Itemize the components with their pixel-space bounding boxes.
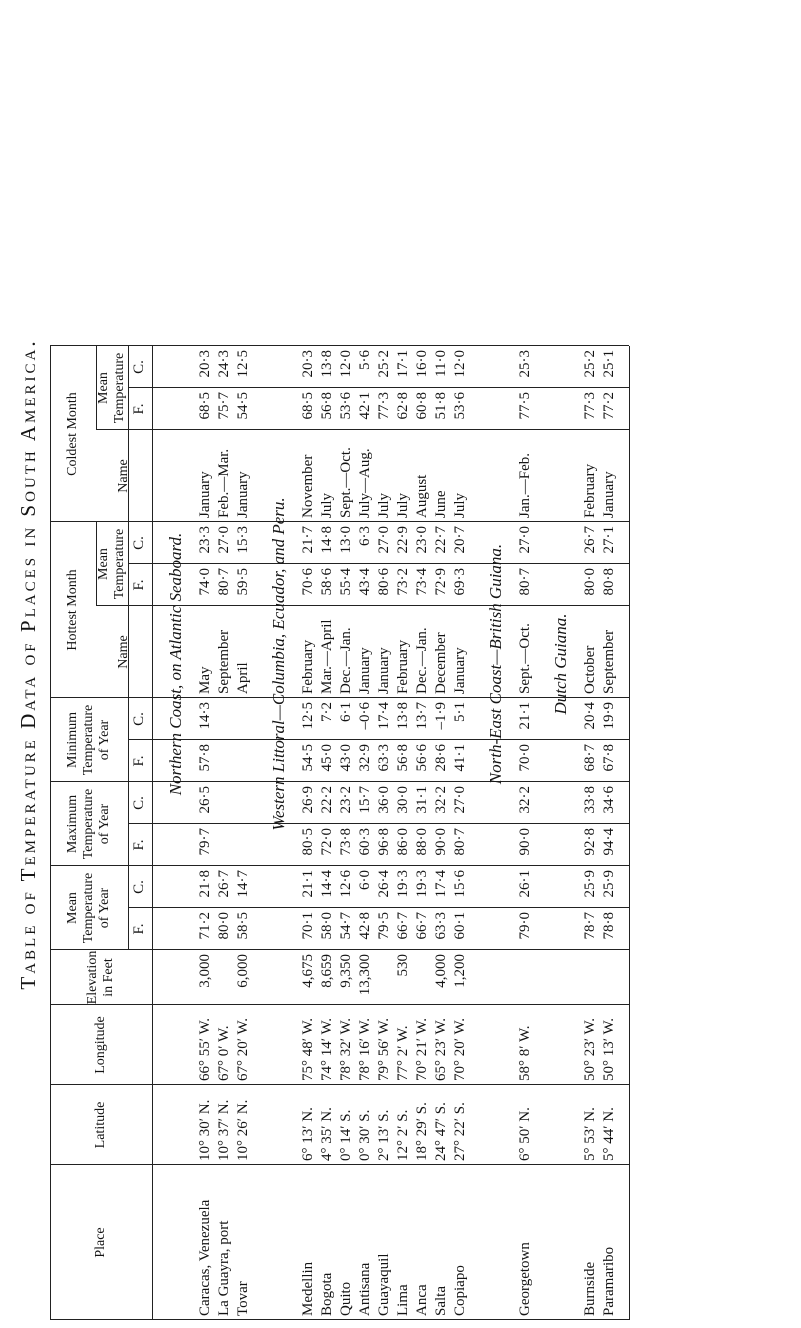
cell-lon: 65° 23′ W. xyxy=(433,1017,449,1081)
cell-hot-name: February xyxy=(395,639,411,694)
cell-lon: 75° 48′ W. xyxy=(300,1017,316,1081)
cell-max-c: 15·7 xyxy=(357,786,373,814)
cell-mean-f: 78·7 xyxy=(582,912,598,940)
cell-place: Medellin xyxy=(300,1261,316,1316)
group-subrule xyxy=(128,866,129,950)
cell-cold-f: 60·8 xyxy=(414,392,430,420)
cell-cold-c: 12·0 xyxy=(338,350,354,378)
cell-place: Caracas, Venezuela xyxy=(197,1199,213,1316)
header-min-year: Minimum Temperature of Year xyxy=(65,704,112,776)
cell-max-f: 90·0 xyxy=(517,828,533,856)
cell-mean-f: 80·0 xyxy=(216,912,232,940)
subheader-mean-temp: Mean Temperature xyxy=(96,528,127,600)
cell-mean-f: 66·7 xyxy=(395,912,411,940)
cell-elev: 530 xyxy=(395,954,411,977)
cell-max-f: 86·0 xyxy=(395,828,411,856)
cell-cold-f: 68·5 xyxy=(300,392,316,420)
cell-min-f: 68·7 xyxy=(582,744,598,772)
cell-hot-f: 55·4 xyxy=(338,568,354,596)
cell-lon: 67° 20′ W. xyxy=(235,1017,251,1081)
region-heading: Northern Coast, on Atlantic Seaboard. xyxy=(166,532,185,796)
cell-cold-c: 24·3 xyxy=(216,350,232,378)
cell-max-c: 33·8 xyxy=(582,786,598,814)
cell-mean-c: 25·9 xyxy=(582,870,598,898)
unit-label-c: C. xyxy=(131,880,147,894)
cell-lon: 78° 16′ W. xyxy=(357,1017,373,1081)
header-mean-year: Mean Temperature of Year xyxy=(65,872,112,944)
cell-cold-name: January xyxy=(197,471,213,518)
cell-cold-name: November xyxy=(300,454,316,518)
cell-lon: 78° 32′ W. xyxy=(338,1017,354,1081)
cell-hot-name: Dec.—Jan. xyxy=(414,627,430,694)
unit-label-f: F. xyxy=(131,403,147,415)
cell-min-c: 6·1 xyxy=(338,702,354,722)
cell-cold-name: July xyxy=(452,492,468,518)
cell-min-c: 21·1 xyxy=(517,702,533,730)
cell-mean-c: 14·7 xyxy=(235,870,251,898)
cell-min-c: 20·4 xyxy=(582,702,598,730)
cell-lat: 10° 26′ N. xyxy=(235,1099,251,1161)
cell-hot-f: 59·5 xyxy=(235,568,251,596)
cell-hot-f: 73·4 xyxy=(414,568,430,596)
cell-place: Georgetown xyxy=(517,1242,533,1316)
cell-cold-c: 12·5 xyxy=(235,350,251,378)
cell-cold-name: Feb.—Mar. xyxy=(216,448,232,518)
cell-lat: 0° 30′ S. xyxy=(357,1109,373,1161)
cell-lon: 67° 0′ W. xyxy=(216,1025,232,1081)
unit-label-c: C. xyxy=(131,360,147,374)
cell-mean-c: 26·1 xyxy=(517,870,533,898)
cell-cold-f: 56·8 xyxy=(319,392,335,420)
cell-lon: 58° 8′ W. xyxy=(517,1025,533,1081)
header-place: Place xyxy=(93,1227,108,1258)
cell-elev: 4,000 xyxy=(433,954,449,988)
cell-cold-c: 20·3 xyxy=(300,350,316,378)
cell-cold-c: 11·0 xyxy=(433,350,449,377)
cell-mean-c: 12·6 xyxy=(338,870,354,898)
cell-hot-c: 22·7 xyxy=(433,526,449,554)
cell-place: Antisana xyxy=(357,1262,373,1316)
unit-label-f: F. xyxy=(131,755,147,767)
cell-max-c: 36·0 xyxy=(376,786,392,814)
cell-min-f: 45·0 xyxy=(319,744,335,772)
header-coldest-month: Coldest Month xyxy=(65,392,80,476)
cell-cold-f: 62·8 xyxy=(395,392,411,420)
cell-hot-c: 13·0 xyxy=(338,526,354,554)
cell-cold-c: 25·2 xyxy=(582,350,598,378)
cell-place: Anca xyxy=(414,1284,430,1316)
cell-place: Lima xyxy=(395,1284,411,1316)
cell-hot-c: 27·0 xyxy=(216,526,232,554)
cell-max-c: 30·0 xyxy=(395,786,411,814)
cell-cold-f: 77·5 xyxy=(517,392,533,420)
cell-mean-c: 26·4 xyxy=(376,870,392,898)
cell-mean-f: 58·0 xyxy=(319,912,335,940)
cell-elev: 6,000 xyxy=(235,954,251,988)
header-latitude: Latitude xyxy=(93,1101,108,1149)
cell-min-f: 63·3 xyxy=(376,744,392,772)
cell-cold-name: Sept.—Oct. xyxy=(338,447,354,518)
cell-cold-c: 17·1 xyxy=(395,350,411,378)
cell-mean-c: 17·4 xyxy=(433,870,449,898)
cell-place: Salta xyxy=(433,1286,449,1316)
cell-mean-c: 19·3 xyxy=(414,870,430,898)
group-subrule xyxy=(128,698,129,782)
cell-hot-f: 80·7 xyxy=(216,568,232,596)
cell-hot-f: 70·6 xyxy=(300,568,316,596)
cell-cold-f: 51·8 xyxy=(433,392,449,420)
cell-max-c: 32·2 xyxy=(433,786,449,814)
cell-min-c: 17·4 xyxy=(376,702,392,730)
cell-hot-name: February xyxy=(300,639,316,694)
cell-mean-c: 25·9 xyxy=(601,870,617,898)
cell-max-f: 73·8 xyxy=(338,828,354,856)
cell-cold-f: 77·3 xyxy=(582,392,598,420)
table-title: Table of Temperature Data of Places in South America. xyxy=(16,338,40,990)
cell-max-c: 23·2 xyxy=(338,786,354,814)
header-max-year: Maximum Temperature of Year xyxy=(65,788,112,860)
subheader-name: Name xyxy=(116,459,131,493)
cell-hot-f: 80·0 xyxy=(582,568,598,596)
cell-mean-f: 60·1 xyxy=(452,912,468,940)
cell-cold-f: 68·5 xyxy=(197,392,213,420)
header-elevation: Elevation in Feet xyxy=(85,950,116,1005)
header-longitude: Longitude xyxy=(93,1016,108,1074)
cell-lon: 50° 13′ W. xyxy=(601,1017,617,1081)
cell-place: Copiapo xyxy=(452,1265,468,1316)
cell-lat: 5° 44′ N. xyxy=(601,1107,617,1161)
cell-hot-f: 72·9 xyxy=(433,568,449,596)
cell-mean-f: 78·8 xyxy=(601,912,617,940)
cell-min-c: 13·8 xyxy=(395,702,411,730)
cell-hot-name: April xyxy=(235,662,251,694)
cell-hot-c: 6·3 xyxy=(357,526,373,546)
unit-label-f: F. xyxy=(131,579,147,591)
cell-hot-c: 27·0 xyxy=(517,526,533,554)
cell-hot-c: 14·8 xyxy=(319,526,335,554)
cell-mean-c: 6·0 xyxy=(357,870,373,890)
cell-max-f: 80·5 xyxy=(300,828,316,856)
cell-hot-c: 23·0 xyxy=(414,526,430,554)
cell-cold-f: 77·3 xyxy=(376,392,392,420)
cell-max-c: 32·2 xyxy=(517,786,533,814)
cell-lat: 12° 2′ S. xyxy=(395,1109,411,1161)
cell-min-f: 57·8 xyxy=(197,744,213,772)
cell-min-f: 56·6 xyxy=(414,744,430,772)
unit-label-c: C. xyxy=(131,796,147,810)
cell-mean-f: 70·1 xyxy=(300,912,316,940)
cell-max-f: 92·8 xyxy=(582,828,598,856)
cell-hot-name: January xyxy=(357,647,373,694)
cell-lat: 6° 50′ N. xyxy=(517,1107,533,1161)
cell-cold-c: 25·2 xyxy=(376,350,392,378)
cell-min-f: 56·8 xyxy=(395,744,411,772)
cell-lat: 5° 53′ N. xyxy=(582,1107,598,1161)
cell-hot-f: 74·0 xyxy=(197,568,213,596)
cell-min-c: 13·7 xyxy=(414,702,430,730)
cell-hot-f: 80·7 xyxy=(517,568,533,596)
cell-hot-name: Dec.—Jan. xyxy=(338,627,354,694)
cell-lon: 70° 20′ W. xyxy=(452,1017,468,1081)
cell-max-c: 26·9 xyxy=(300,786,316,814)
cell-cold-name: July xyxy=(395,492,411,518)
cell-hot-name: September xyxy=(601,629,617,694)
unit-label-f: F. xyxy=(131,923,147,935)
group-subrule xyxy=(128,782,129,866)
cell-mean-f: 63·3 xyxy=(433,912,449,940)
cell-elev: 13,300 xyxy=(357,954,373,996)
cell-lat: 0° 14′ S. xyxy=(338,1109,354,1161)
cell-cold-c: 13·8 xyxy=(319,350,335,378)
cell-hot-name: December xyxy=(433,632,449,694)
cell-min-f: 32·9 xyxy=(357,744,373,772)
cell-max-f: 96·8 xyxy=(376,828,392,856)
cell-min-f: 67·8 xyxy=(601,744,617,772)
cell-hot-f: 43·4 xyxy=(357,568,373,596)
region-heading: Western Littoral—Columbia, Ecuador, and Peru. xyxy=(269,497,288,831)
cell-max-f: 79·7 xyxy=(197,828,213,856)
cell-cold-f: 54·5 xyxy=(235,392,251,420)
cell-lon: 50° 23′ W. xyxy=(582,1017,598,1081)
cell-min-c: 7·2 xyxy=(319,702,335,722)
cell-mean-c: 21·1 xyxy=(300,870,316,898)
cell-max-f: 94·4 xyxy=(601,828,617,856)
cell-hot-c: 26·7 xyxy=(582,526,598,554)
cell-max-c: 22·2 xyxy=(319,786,335,814)
cell-cold-name: June xyxy=(433,490,449,518)
cell-place: Burnside xyxy=(582,1261,598,1316)
cell-lon: 77° 2′ W. xyxy=(395,1025,411,1081)
cell-lon: 70° 21′ W. xyxy=(414,1017,430,1081)
cell-lon: 66° 55′ W. xyxy=(197,1017,213,1081)
cell-max-f: 60·3 xyxy=(357,828,373,856)
cell-hot-c: 27·0 xyxy=(376,526,392,554)
cell-lon: 74° 14′ W. xyxy=(319,1017,335,1081)
cell-max-c: 31·1 xyxy=(414,786,430,814)
cell-cold-f: 53·6 xyxy=(338,392,354,420)
cell-min-c: 12·5 xyxy=(300,702,316,730)
cell-cold-f: 53·6 xyxy=(452,392,468,420)
cell-min-c: 5·1 xyxy=(452,702,468,722)
cell-max-f: 72·0 xyxy=(319,828,335,856)
header-hottest-month: Hottest Month xyxy=(65,569,80,651)
cell-max-c: 34·6 xyxy=(601,786,617,814)
region-heading: Dutch Guiana. xyxy=(551,613,570,715)
cell-hot-name: May xyxy=(197,666,213,694)
cell-lat: 10° 30′ N. xyxy=(197,1099,213,1161)
cell-hot-c: 23·3 xyxy=(197,526,213,554)
cell-cold-name: January xyxy=(601,471,617,518)
cell-cold-name: August xyxy=(414,474,430,518)
cell-cold-c: 25·1 xyxy=(601,350,617,378)
cell-min-f: 41·1 xyxy=(452,744,468,772)
cell-hot-c: 22·9 xyxy=(395,526,411,554)
cell-hot-f: 80·6 xyxy=(376,568,392,596)
cell-mean-f: 54·7 xyxy=(338,912,354,940)
cell-min-f: 54·5 xyxy=(300,744,316,772)
cell-cold-c: 5·6 xyxy=(357,350,373,370)
cell-hot-name: January xyxy=(376,647,392,694)
cell-min-c: 14·3 xyxy=(197,702,213,730)
cell-lat: 24° 47′ S. xyxy=(433,1102,449,1161)
cell-cold-name: July—Aug. xyxy=(357,448,373,518)
cell-cold-name: February xyxy=(582,463,598,518)
cell-hot-c: 20·7 xyxy=(452,526,468,554)
cell-hot-f: 73·2 xyxy=(395,568,411,596)
cell-cold-c: 20·3 xyxy=(197,350,213,378)
cell-mean-f: 79·5 xyxy=(376,912,392,940)
cell-min-c: 19·9 xyxy=(601,702,617,730)
cell-cold-name: July xyxy=(376,492,392,518)
cell-max-f: 90·0 xyxy=(433,828,449,856)
cell-mean-f: 71·2 xyxy=(197,912,213,940)
cell-min-c: –1·9 xyxy=(433,702,449,730)
cell-elev: 4,675 xyxy=(300,954,316,988)
cell-place: Bogota xyxy=(319,1272,335,1316)
cell-hot-name: September xyxy=(216,629,232,694)
cell-lon: 79° 56′ W. xyxy=(376,1017,392,1081)
cell-cold-name: July xyxy=(319,492,335,518)
cell-lat: 27° 22′ S. xyxy=(452,1102,468,1161)
cell-mean-c: 15·6 xyxy=(452,870,468,898)
cell-hot-f: 58·6 xyxy=(319,568,335,596)
cell-min-c: –0·6 xyxy=(357,702,373,730)
table-bottom-rule xyxy=(629,346,630,1320)
cell-min-f: 43·0 xyxy=(338,744,354,772)
cell-max-f: 80·7 xyxy=(452,828,468,856)
cell-cold-c: 25·3 xyxy=(517,350,533,378)
cell-lat: 18° 29′ S. xyxy=(414,1102,430,1161)
cell-place: Guayaquil xyxy=(376,1253,392,1316)
cell-lat: 10° 37′ N. xyxy=(216,1099,232,1161)
cell-hot-f: 69·3 xyxy=(452,568,468,596)
cell-lat: 6° 13′ N. xyxy=(300,1107,316,1161)
cell-hot-c: 27·1 xyxy=(601,526,617,554)
cell-mean-c: 26·7 xyxy=(216,870,232,898)
header-bottom-rule xyxy=(152,346,153,1320)
cell-mean-f: 42·8 xyxy=(357,912,373,940)
cell-lat: 4° 35′ N. xyxy=(319,1107,335,1161)
cell-hot-name: October xyxy=(582,645,598,694)
cell-hot-c: 21·7 xyxy=(300,526,316,554)
unit-label-f: F. xyxy=(131,839,147,851)
cell-min-f: 70·0 xyxy=(517,744,533,772)
cell-cold-f: 42·1 xyxy=(357,392,373,420)
cell-hot-name: January xyxy=(452,647,468,694)
cell-mean-f: 66·7 xyxy=(414,912,430,940)
subheader-mean-temp: Mean Temperature xyxy=(96,352,127,424)
cell-place: Quito xyxy=(338,1281,354,1316)
cell-mean-f: 79·0 xyxy=(517,912,533,940)
cell-hot-name: Sept.—Oct. xyxy=(517,623,533,694)
cell-cold-f: 77·2 xyxy=(601,392,617,420)
cell-lat: 2° 13′ S. xyxy=(376,1109,392,1161)
cell-hot-c: 15·3 xyxy=(235,526,251,554)
cell-cold-c: 16·0 xyxy=(414,350,430,378)
cell-cold-f: 75·7 xyxy=(216,392,232,420)
region-heading: North-East Coast—British Guiana. xyxy=(486,543,505,785)
cell-elev: 1,200 xyxy=(452,954,468,988)
cell-elev: 8,659 xyxy=(319,954,335,988)
cell-elev: 3,000 xyxy=(197,954,213,988)
cell-place: Tovar xyxy=(235,1281,251,1316)
subheader-name: Name xyxy=(116,635,131,669)
cell-mean-c: 19·3 xyxy=(395,870,411,898)
cell-mean-c: 14·4 xyxy=(319,870,335,898)
cell-place: Paramaribo xyxy=(601,1246,617,1316)
cell-cold-name: Jan.—Feb. xyxy=(517,453,533,518)
cell-mean-f: 58·5 xyxy=(235,912,251,940)
cell-mean-c: 21·8 xyxy=(197,870,213,898)
cell-max-f: 88·0 xyxy=(414,828,430,856)
cell-max-c: 26·5 xyxy=(197,786,213,814)
cell-cold-c: 12·0 xyxy=(452,350,468,378)
cell-max-c: 27·0 xyxy=(452,786,468,814)
cell-hot-name: Mar.—April xyxy=(319,619,335,694)
unit-label-c: C. xyxy=(131,536,147,550)
cell-elev: 9,350 xyxy=(338,954,354,988)
cell-place: La Guayra, port xyxy=(216,1220,232,1316)
cell-hot-f: 80·8 xyxy=(601,568,617,596)
cell-cold-name: January xyxy=(235,471,251,518)
unit-label-c: C. xyxy=(131,712,147,726)
cell-min-f: 28·6 xyxy=(433,744,449,772)
